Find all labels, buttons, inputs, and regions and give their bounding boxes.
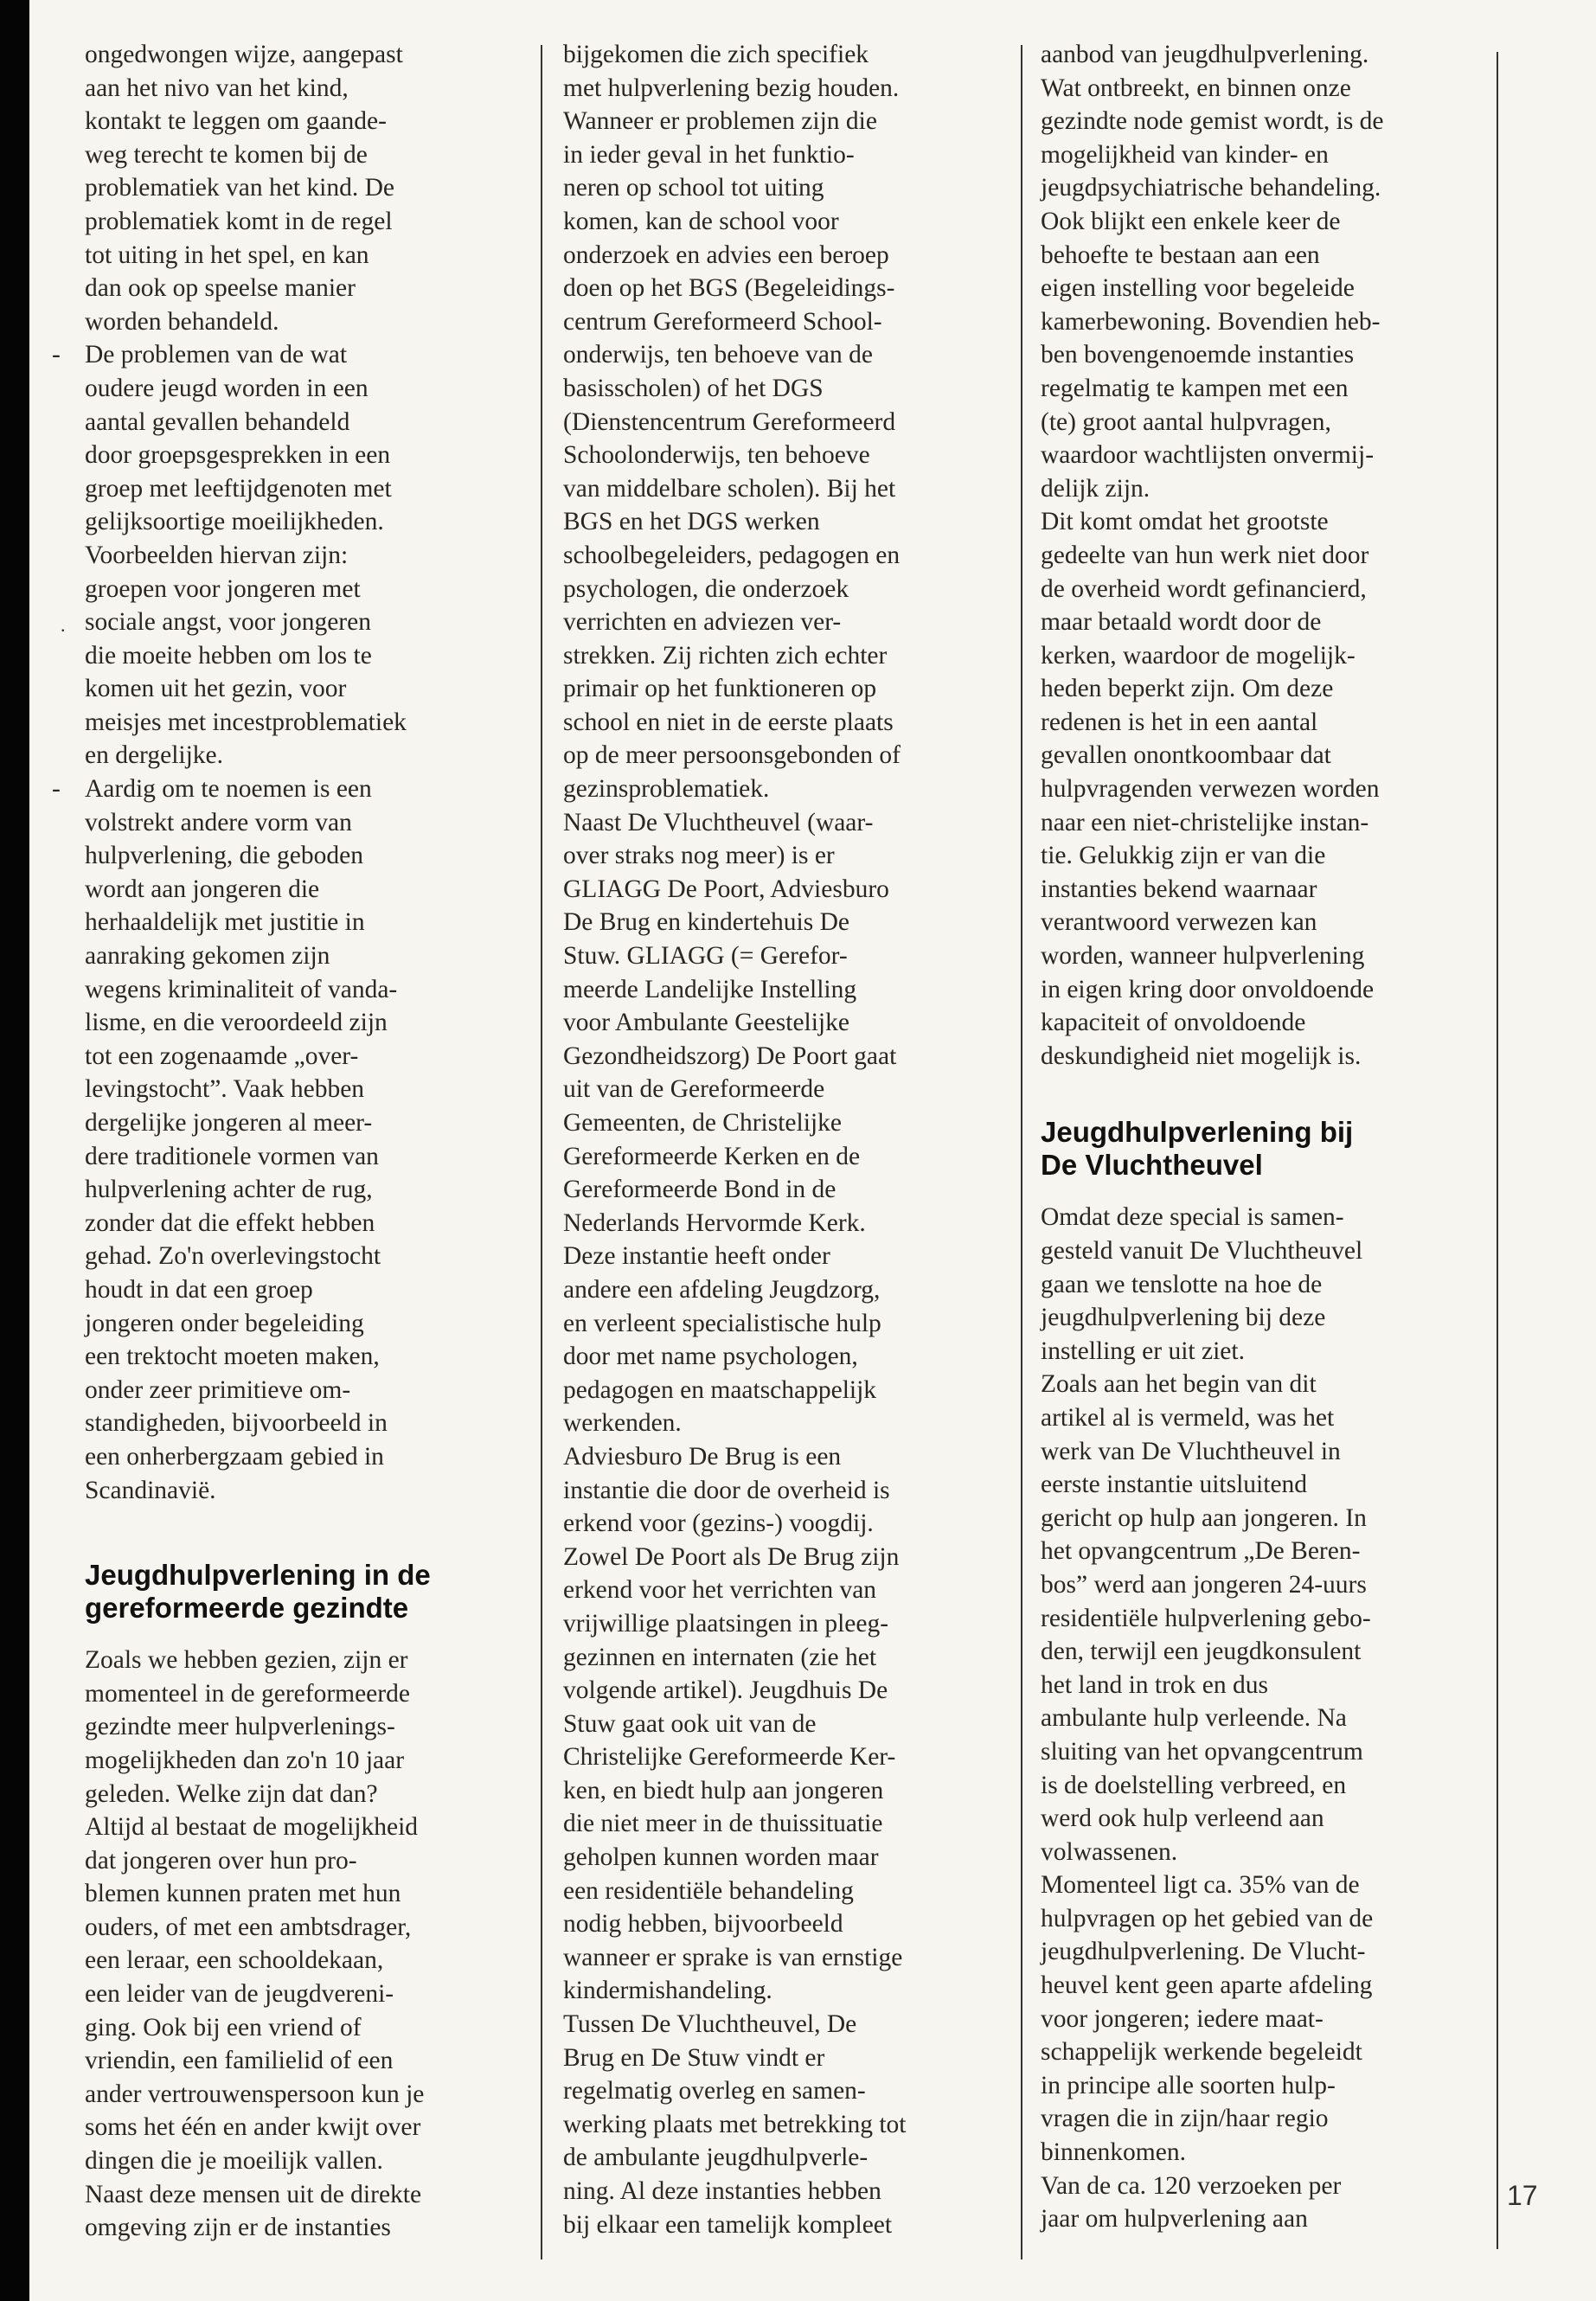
text-line: voor jongeren; iedere maat- bbox=[1041, 2004, 1324, 2033]
text-line: gezindte meer hulpverlenings- bbox=[85, 1713, 395, 1741]
text-line: wordt aan jongeren die bbox=[85, 875, 320, 903]
text-line: werk van De Vluchtheuvel in bbox=[1041, 1437, 1341, 1465]
text-line: komen, kan de school voor bbox=[563, 207, 839, 235]
bullet-dash: - bbox=[52, 775, 61, 804]
text-line: heuvel kent geen aparte afdeling bbox=[1041, 1971, 1373, 2000]
text-line: en dergelijke. bbox=[85, 741, 224, 770]
text-line: door groepsgesprekken in een bbox=[85, 441, 391, 470]
text-line: lisme, en die veroordeeld zijn bbox=[85, 1009, 388, 1037]
text-line: Zoals aan het begin van dit bbox=[1041, 1370, 1317, 1399]
text-line: Nederlands Hervormde Kerk. bbox=[563, 1208, 866, 1237]
text-line: geleden. Welke zijn dat dan? bbox=[85, 1779, 378, 1808]
text-line: het opvangcentrum „De Beren- bbox=[1041, 1537, 1361, 1566]
text-line: eigen instelling voor begeleide bbox=[1041, 274, 1355, 303]
text-line: geholpen kunnen worden maar bbox=[563, 1843, 879, 1872]
text-line: omgeving zijn er de instanties bbox=[85, 2214, 391, 2242]
text-line: Christelijke Gereformeerde Ker- bbox=[563, 1743, 896, 1772]
text-line: aanbod van jeugdhulpverlening. bbox=[1041, 41, 1369, 68]
text-line: dere traditionele vormen van bbox=[85, 1142, 379, 1170]
text-line: Aardig om te noemen is een bbox=[85, 775, 372, 804]
text-line: tot uiting in het spel, en kan bbox=[85, 240, 369, 269]
text-line: instantie die door de overheid is bbox=[563, 1476, 890, 1504]
text-line: Naast deze mensen uit de direkte bbox=[85, 2180, 422, 2208]
text-line: Brug en De Stuw vindt er bbox=[563, 2043, 825, 2072]
text-line: op de meer persoonsgebonden of bbox=[563, 741, 901, 770]
text-line: jongeren onder begeleiding bbox=[85, 1309, 364, 1337]
text-line: een onherbergzaam gebied in bbox=[85, 1442, 384, 1471]
text-line: Gezondheidszorg) De Poort gaat bbox=[563, 1042, 897, 1070]
text-block bbox=[85, 38, 524, 338]
text-line: een leider van de jeugdvereni- bbox=[85, 1980, 394, 2009]
text-line: vragen die in zijn/haar regio bbox=[1041, 2105, 1329, 2133]
text-line: GLIAGG De Poort, Adviesburo bbox=[563, 875, 889, 903]
text-line: tot een zogenaamde „over- bbox=[85, 1042, 359, 1070]
text-line: ander vertrouwenspersoon kun je bbox=[85, 2080, 425, 2108]
text-block bbox=[1041, 38, 1480, 1073]
text-line: binnenkomen. bbox=[1041, 2138, 1186, 2167]
text-line: vriendin, een familielid of een bbox=[85, 2047, 394, 2075]
text-line: den, terwijl een jeugdkonsulent bbox=[1041, 1638, 1362, 1666]
bullet-text-block bbox=[85, 372, 524, 606]
text-line: Van de ca. 120 verzoeken per bbox=[1041, 2171, 1342, 2200]
text-line: een leraar, een schooldekaan, bbox=[85, 1946, 384, 1975]
text-line: primair op het funktioneren op bbox=[563, 675, 877, 703]
text-line: aan het nivo van het kind, bbox=[85, 74, 349, 102]
text-line: gezinnen en internaten (zie het bbox=[563, 1643, 877, 1671]
text-line: kapaciteit of onvoldoende bbox=[1041, 1009, 1306, 1037]
text-line: artikel al is vermeld, was het bbox=[1041, 1403, 1335, 1432]
column-rule bbox=[1021, 45, 1022, 2259]
text-line: mogelijkheid van kinder- en bbox=[1041, 140, 1329, 169]
text-line: onderzoek en advies een beroep bbox=[563, 240, 889, 269]
text-line: gezindte node gemist wordt, is de bbox=[1041, 107, 1384, 136]
text-line: gedeelte van hun werk niet door bbox=[1041, 541, 1369, 569]
text-line: Gereformeerde Kerken en de bbox=[563, 1142, 861, 1170]
text-line: dergelijke jongeren al meer- bbox=[85, 1109, 373, 1137]
text-line: en verleent specialistische hulp bbox=[563, 1309, 881, 1337]
text-line: eerste instantie uitsluitend bbox=[1041, 1471, 1308, 1499]
heading-line: De Vluchtheuvel bbox=[1041, 1149, 1263, 1182]
text-line: soms het één en ander kwijt over bbox=[85, 2113, 421, 2142]
text-line: worden, wanneer hulpverlening bbox=[1041, 942, 1365, 971]
text-line bbox=[61, 606, 524, 639]
text-line: (Dienstencentrum Gereformeerd bbox=[563, 407, 896, 436]
text-line: doen op het BGS (Begeleidings- bbox=[563, 274, 895, 303]
text-line: hulpvragenden verwezen worden bbox=[1041, 775, 1380, 804]
text-line: kontakt te leggen om gaande- bbox=[85, 107, 387, 136]
text-line: jaar om hulpverlening aan bbox=[1041, 2205, 1308, 2234]
text-line: gezinsproblematiek. bbox=[563, 775, 770, 804]
text-line: gaan we tenslotte na hoe de bbox=[1041, 1270, 1323, 1298]
text-line: bijgekomen die zich specifiek bbox=[563, 41, 869, 68]
text-line: ken, en biedt hulp aan jongeren bbox=[563, 1776, 884, 1804]
text-line: houdt in dat een groep bbox=[85, 1275, 313, 1304]
text-line: De problemen van de wat bbox=[85, 341, 348, 369]
text-line: naar een niet-christelijke instan- bbox=[1041, 808, 1369, 836]
text-line: gelijksoortige moeilijkheden. bbox=[85, 508, 384, 536]
text-line: wegens kriminaliteit of vanda- bbox=[85, 975, 398, 1003]
text-line: sluiting van het opvangcentrum bbox=[1041, 1737, 1363, 1766]
text-line: standigheden, bijvoorbeeld in bbox=[85, 1409, 388, 1438]
text-line: gericht op hulp aan jongeren. In bbox=[1041, 1503, 1367, 1532]
bullet-item bbox=[52, 772, 524, 806]
text-line: dan ook op speelse manier bbox=[85, 274, 356, 303]
text-line: meisjes met incestproblematiek bbox=[85, 708, 407, 736]
text-line: mogelijkheden dan zo'n 10 jaar bbox=[85, 1746, 405, 1774]
text-line: basisscholen) of het DGS bbox=[563, 374, 824, 402]
text-line: hulpverlening, die geboden bbox=[85, 842, 363, 870]
stray-mark: . bbox=[61, 614, 66, 637]
text-line: ongedwongen wijze, aangepast bbox=[85, 41, 403, 68]
text-line: Naast De Vluchtheuvel (waar- bbox=[563, 808, 874, 836]
text-line: over straks nog meer) is er bbox=[563, 842, 835, 870]
text-line: instelling er uit ziet. bbox=[1041, 1336, 1245, 1365]
text-line: jeugdhulpverlening bij deze bbox=[1041, 1304, 1326, 1332]
text-line: blemen kunnen praten met hun bbox=[85, 1880, 401, 1908]
text-line: kindermishandeling. bbox=[563, 1977, 772, 2005]
text-line: strekken. Zij richten zich echter bbox=[563, 641, 888, 670]
text-line: een residentiële behandeling bbox=[563, 1876, 854, 1905]
text-line: Voorbeelden hiervan zijn: bbox=[85, 541, 349, 569]
text-line: residentiële hulpverlening gebo- bbox=[1041, 1604, 1371, 1632]
text-line: heden beperkt zijn. Om deze bbox=[1041, 675, 1334, 703]
text-line: met hulpverlening bezig houden. bbox=[563, 74, 900, 102]
text-line: redenen is het in een aantal bbox=[1041, 708, 1318, 736]
text-line: tie. Gelukkig zijn er van die bbox=[1041, 842, 1326, 870]
text-line: ben bovengenoemde instanties bbox=[1041, 341, 1355, 369]
text-line: maar betaald wordt door de bbox=[1041, 608, 1322, 637]
heading-line: Jeugdhulpverlening bij bbox=[1041, 1116, 1354, 1149]
text-line: wanneer er sprake is van ernstige bbox=[563, 1943, 903, 1971]
text-line: groepen voor jongeren met bbox=[85, 574, 361, 603]
text-line: instanties bekend waarnaar bbox=[1041, 875, 1317, 903]
text-line: oudere jeugd worden in een bbox=[85, 374, 369, 402]
section-heading bbox=[85, 1559, 524, 1625]
text-line: bij elkaar een tamelijk kompleet bbox=[563, 2210, 893, 2239]
text-line: centrum Gereformeerd School- bbox=[563, 307, 882, 336]
text-line: het land in trok en dus bbox=[1041, 1670, 1268, 1699]
bullet-text-block bbox=[85, 639, 524, 772]
text-line: onderwijs, ten behoeve van de bbox=[563, 341, 873, 369]
text-line: levingstocht”. Vaak hebben bbox=[85, 1075, 365, 1104]
text-line-content: sociale angst, voor jongeren bbox=[85, 608, 371, 637]
text-line: aanraking gekomen zijn bbox=[85, 942, 330, 971]
text-line: onder zeer primitieve om- bbox=[85, 1375, 351, 1404]
text-line: waardoor wachtlijsten onvermij- bbox=[1041, 441, 1375, 470]
text-line: Gemeenten, de Christelijke bbox=[563, 1109, 842, 1137]
text-line: een trektocht moeten maken, bbox=[85, 1343, 380, 1371]
text-line: regelmatig te kampen met een bbox=[1041, 374, 1349, 402]
text-line: Altijd al bestaat de mogelijkheid bbox=[85, 1813, 419, 1842]
text-line: Adviesburo De Brug is een bbox=[563, 1442, 842, 1471]
text-line: (te) groot aantal hulpvragen, bbox=[1041, 407, 1331, 436]
text-line: momenteel in de gereformeerde bbox=[85, 1679, 410, 1708]
text-line: Zowel De Poort als De Brug zijn bbox=[563, 1542, 900, 1571]
text-line: groep met leeftijdgenoten met bbox=[85, 474, 392, 503]
text-line: Gereformeerde Bond in de bbox=[563, 1176, 836, 1204]
text-line: ning. Al deze instanties hebben bbox=[563, 2177, 881, 2205]
text-line: dingen die je moeilijk vallen. bbox=[85, 2147, 383, 2176]
text-line: de ambulante jeugdhulpverle- bbox=[563, 2144, 869, 2172]
text-line: verantwoord verwezen kan bbox=[1041, 908, 1317, 937]
text-line: volgende artikel). Jeugdhuis De bbox=[563, 1676, 888, 1705]
spacer bbox=[85, 1507, 524, 1559]
page-edge-shadow bbox=[0, 0, 29, 2301]
text-line: behoefte te bestaan aan een bbox=[1041, 240, 1320, 269]
text-block bbox=[85, 1644, 524, 2245]
column-rule bbox=[541, 45, 542, 2259]
text-line: komen uit het gezin, voor bbox=[85, 675, 347, 703]
text-line: De Brug en kindertehuis De bbox=[563, 908, 849, 937]
text-line: Zoals we hebben gezien, zijn er bbox=[85, 1646, 408, 1675]
column-rule bbox=[1497, 52, 1498, 2249]
text-line: werd ook hulp verleend aan bbox=[1041, 1804, 1324, 1833]
text-line: neren op school tot uiting bbox=[563, 174, 824, 202]
text-line: volwassenen. bbox=[1041, 1837, 1178, 1866]
text-line: is de doelstelling verbreed, en bbox=[1041, 1771, 1347, 1799]
text-line: Momenteel ligt ca. 35% van de bbox=[1041, 1871, 1360, 1900]
text-line: gehad. Zo'n overlevingstocht bbox=[85, 1242, 381, 1271]
text-block bbox=[563, 38, 1003, 2241]
text-line: Stuw. GLIAGG (= Gerefor- bbox=[563, 942, 848, 971]
text-line: hulpvragen op het gebied van de bbox=[1041, 1904, 1374, 1932]
text-line: Schoolonderwijs, ten behoeve bbox=[563, 441, 870, 470]
text-line: problematiek van het kind. De bbox=[85, 174, 394, 202]
text-line: Dit komt omdat het grootste bbox=[1041, 508, 1329, 536]
bullet-item bbox=[52, 338, 524, 372]
text-line: werking plaats met betrekking tot bbox=[563, 2110, 907, 2138]
text-line: problematiek komt in de regel bbox=[85, 207, 393, 235]
bullet-dash: - bbox=[52, 341, 61, 369]
text-line: regelmatig overleg en samen- bbox=[563, 2077, 866, 2106]
text-line: dat jongeren over hun pro- bbox=[85, 1846, 357, 1875]
text-line: die niet meer in de thuissituatie bbox=[563, 1810, 883, 1838]
text-line: gevallen onontkoombaar dat bbox=[1041, 741, 1331, 770]
text-line: in ieder geval in het funktio- bbox=[563, 140, 855, 169]
text-line: kerken, waardoor de mogelijk- bbox=[1041, 641, 1356, 670]
text-line: ambulante hulp verleende. Na bbox=[1041, 1704, 1347, 1733]
text-line: jeugdhulpverlening. De Vlucht- bbox=[1041, 1938, 1366, 1966]
text-line: nodig hebben, bijvoorbeeld bbox=[563, 1910, 843, 1939]
text-line: van middelbare scholen). Bij het bbox=[563, 474, 896, 503]
text-line: deskundigheid niet mogelijk is. bbox=[1041, 1042, 1362, 1070]
text-line: Wanneer er problemen zijn die bbox=[563, 107, 877, 136]
text-line: school en niet in de eerste plaats bbox=[563, 708, 894, 736]
text-line: vrijwillige plaatsingen in pleeg- bbox=[563, 1609, 889, 1638]
text-line: Omdat deze special is samen- bbox=[1041, 1203, 1344, 1232]
text-line: delijk zijn. bbox=[1041, 474, 1151, 503]
text-line: erkend voor het verrichten van bbox=[563, 1576, 877, 1605]
text-line: psychologen, die onderzoek bbox=[563, 574, 849, 603]
text-line: aantal gevallen behandeld bbox=[85, 407, 350, 436]
text-line: bos” werd aan jongeren 24-uurs bbox=[1041, 1570, 1367, 1599]
text-line: Scandinavië. bbox=[85, 1476, 216, 1504]
text-line: Ook blijkt een enkele keer de bbox=[1041, 207, 1341, 235]
text-line: pedagogen en maatschappelijk bbox=[563, 1375, 877, 1404]
text-line: erkend voor (gezins-) voogdij. bbox=[563, 1509, 874, 1538]
bullet-text-block bbox=[85, 806, 524, 1507]
page-number: 17 bbox=[1507, 2180, 1538, 2211]
text-line: Wat ontbreekt, en binnen onze bbox=[1041, 74, 1351, 102]
text-line: andere een afdeling Jeugdzorg, bbox=[563, 1275, 881, 1304]
column-1 bbox=[52, 38, 524, 2245]
text-line: BGS en het DGS werken bbox=[563, 508, 820, 536]
heading-line: gereformeerde gezindte bbox=[85, 1592, 409, 1625]
column-3 bbox=[1041, 38, 1480, 2236]
text-line: werkenden. bbox=[563, 1409, 682, 1438]
text-line: weg terecht te komen bij de bbox=[85, 140, 368, 169]
heading-line: Jeugdhulpverlening in de bbox=[85, 1559, 431, 1592]
column-2 bbox=[563, 38, 1003, 2241]
text-line: ouders, of met een ambtsdrager, bbox=[85, 1913, 412, 1941]
text-line: Stuw gaat ook uit van de bbox=[563, 1709, 817, 1738]
text-line: Deze instantie heeft onder bbox=[563, 1242, 830, 1271]
text-line: de overheid wordt gefinancierd, bbox=[1041, 574, 1367, 603]
text-line: voor Ambulante Geestelijke bbox=[563, 1009, 849, 1037]
text-line: uit van de Gereformeerde bbox=[563, 1075, 825, 1104]
text-line: ging. Ook bij een vriend of bbox=[85, 2013, 362, 2041]
text-line: gesteld vanuit De Vluchtheuvel bbox=[1041, 1237, 1363, 1265]
text-line: hulpverlening achter de rug, bbox=[85, 1176, 373, 1204]
text-line: worden behandeld. bbox=[85, 307, 279, 336]
text-line: schoolbegeleiders, pedagogen en bbox=[563, 541, 901, 569]
text-line: Tussen De Vluchtheuvel, De bbox=[563, 2010, 857, 2039]
spacer bbox=[1041, 1073, 1480, 1116]
text-line: in eigen kring door onvoldoende bbox=[1041, 975, 1375, 1003]
text-line: herhaaldelijk met justitie in bbox=[85, 908, 365, 937]
text-line: door met name psychologen, bbox=[563, 1343, 858, 1371]
section-heading bbox=[1041, 1116, 1480, 1182]
text-line: zonder dat die effekt hebben bbox=[85, 1208, 375, 1237]
text-line: schappelijk werkende begeleidt bbox=[1041, 2038, 1362, 2067]
text-line: die moeite hebben om los te bbox=[85, 641, 372, 670]
text-line: jeugdpsychiatrische behandeling. bbox=[1041, 174, 1381, 202]
text-block bbox=[1041, 1201, 1480, 2235]
text-line: verrichten en adviezen ver- bbox=[563, 608, 842, 637]
text-line: kamerbewoning. Bovendien heb- bbox=[1041, 307, 1381, 336]
text-line: meerde Landelijke Instelling bbox=[563, 975, 857, 1003]
text-line: volstrekt andere vorm van bbox=[85, 808, 352, 836]
text-line: in principe alle soorten hulp- bbox=[1041, 2071, 1336, 2099]
